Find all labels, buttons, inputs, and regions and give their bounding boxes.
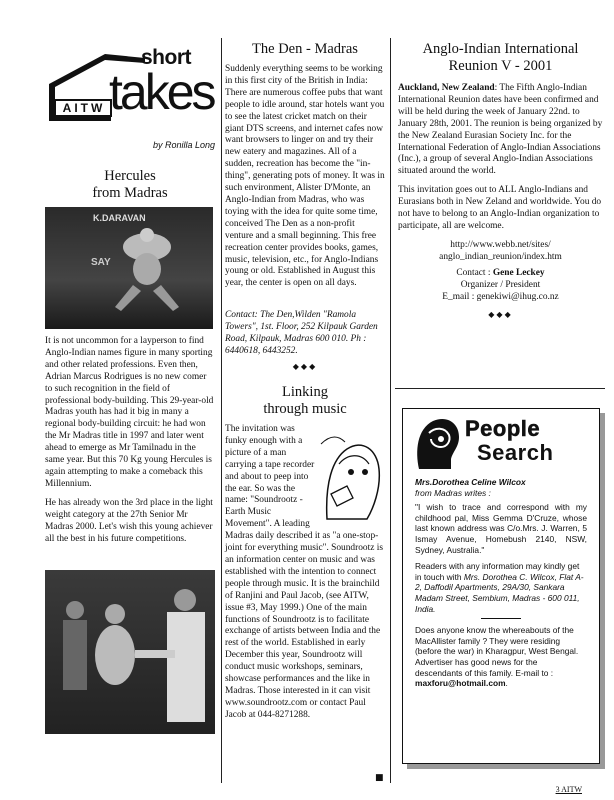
den-body: Suddenly everything seems to be working in this first city of the British in India: There are numerous coffee pubs that want people to idle around, star hotels want you to see the latest cricket match on their giant DTS screens, and internet cafes now want browsers to linger on and try their new eatery and magazines. All of a sudden, recreation has become the "in-thing", generating pots of money. It was in such environment, Alister D'Monte, an Anglo-Indian from Madras, who was toying with the idea for quite some time, conceived The Den as a non-profit venture and a small beginning. This free recreation center provides books, games, music, television, etc., for Anglo-Indians young or old. Established in August this year, the center is open on all days.: [225, 64, 385, 289]
logo-badge: AITW: [62, 101, 106, 115]
reunion-diamonds: ◆◆◆: [488, 310, 513, 320]
ps-quote: "I wish to trace and correspond with my childhood pal, Miss Gemma D'Cruze, whose last known address was C/o.Mrs. J. Warren, 5 Ismay Avenue, Homebush 2140, NSW, Sydney, Australia.": [415, 502, 587, 555]
hercules-title: [45, 168, 215, 202]
reunion-url-line2[interactable]: anglo_indian_reunion/index.htm: [439, 251, 562, 262]
linking-title-line2: through music: [263, 401, 347, 417]
people-search-header: [403, 409, 599, 475]
reunion-article: [398, 83, 603, 321]
den-contact: Contact: The Den,Wilden "Ramola Towers", 1st. Floor, 252 Kilpauk Garden Road, Kilpauk, Madras 600 010. Ph : 6440618, 6443252.: [225, 310, 378, 356]
contact-name: Gene Leckey: [492, 267, 545, 278]
award-scene-icon: [45, 570, 215, 734]
contact-role: Organizer / President: [460, 279, 541, 290]
reunion-contact-block: [398, 240, 603, 321]
column-rule-left: [221, 38, 222, 783]
reunion-title-line1: Anglo-Indian International: [422, 41, 579, 57]
hercules-title-line1: Hercules: [104, 168, 156, 184]
bodybuilder-photo-1: [45, 207, 213, 329]
reunion-para-1: [398, 83, 603, 178]
reunion-email[interactable]: E_mail : genekiwi@ihug.co.nz: [442, 291, 559, 302]
reunion-title: [398, 41, 603, 75]
photo1-caption: SAY: [91, 257, 111, 268]
award-ceremony-photo: [45, 570, 215, 734]
photo1-banner: K.DARAVAN: [93, 213, 146, 223]
people-search-box: [402, 408, 600, 764]
reunion-para-1-text: : The Fifth Anglo-Indian International Reunion dates have been confirmed and will be held during the week of January 22nd. to January 28th, 2001. The reunion is being organized by the New Zealand Eurasian Society Inc. for the International Federation of Anglo-Indian Associations (Inc.), a group of several Anglo-Indian Associations situated around the world.: [398, 83, 603, 177]
head-silhouette-icon: [411, 415, 463, 471]
short-takes-logo: [45, 44, 215, 124]
page-footer: 3 AITW: [555, 785, 582, 794]
linking-title-line1: Linking: [282, 384, 328, 400]
bodybuilder-figure-icon: [45, 207, 213, 329]
people-search-title-2: Search: [477, 440, 554, 465]
ps-divider: [481, 618, 521, 619]
hercules-title-line2: from Madras: [92, 185, 168, 201]
den-diamonds: ◆◆◆: [292, 362, 318, 371]
reunion-para-2: This invitation goes out to ALL Anglo-Indians and Eurasians both in New Zeland and worldwide. You do not have to belong to an Anglo-Indian organization to participate, all are welcome.: [398, 185, 602, 231]
ps-from-name: Mrs.Dorothea Celine Wilcox: [415, 477, 526, 487]
column3-separator: [395, 388, 605, 389]
linking-title: [225, 384, 385, 418]
contact-label: Contact :: [456, 267, 493, 278]
ps-from-loc: from Madras writes :: [415, 487, 491, 498]
hercules-article: [45, 336, 215, 552]
people-search-title-1: People: [465, 416, 541, 441]
ps-address: Mrs. Dorothea C. Wilcox, Flat A-2, Daffodil Apartments, 29A/30, Sankara Madam Street, Sembium, Madras - 600 011, India.: [415, 571, 584, 614]
logo-takes: takes: [109, 64, 214, 120]
ps-second-notice: [415, 625, 587, 689]
byline: by Ronilla Long: [152, 140, 215, 150]
linking-paragraph: The invitation was funky enough with a picture of a man carrying a tape recorder and about to peep into the ear. So was the name: "Soundrootz - Earth Music Movement". A leading Madras daily described it as "a one-stop-joint for everything music". Soundrootz is an information center on music and was established with the intention to connect people through music. It is the brainchild of Ranjini and Paul Jacob, (see AITW, issue #3, May 1999.) One of the main functions of Soundrootz is to facilitate exchange of artists between India and the rest of the world. Established in early December this year, Soundrootz will conduct music workshops, seminars, showcase performances and the like in Madras. Those interested in it can visit www.soundrootz.com or contact Paul Jacob at 044-8271288.: [225, 424, 383, 720]
ps-readers-text: Readers with any information may kindly get in touch with: [415, 561, 580, 582]
den-title: The Den - Madras: [252, 41, 358, 57]
ps-end: .: [505, 678, 508, 689]
logo-short: short: [141, 46, 191, 69]
linking-end-mark: ■: [375, 773, 384, 783]
reunion-url-line1[interactable]: http://www.webb.net/sites/: [450, 239, 551, 250]
hercules-para-1: It is not uncommon for a layperson to find Anglo-Indian names figure in many sporting and other related professions. Even then, Adrian Marcus Rodrigues is no new comer to such recognition in the field of professional body-building. This 29-year-old Madras youth has had it big in many a regional body-building circuit: he had won the Mr Madras title in 1997 and later went ahead to emerge as Mr Tamilnadu in the same year. But this 70 Kg young Hercules is again attempting to make a comeback this Millennium.: [45, 336, 214, 489]
reunion-dateline: Auckland, New Zealand: [398, 83, 495, 93]
column-rule-right: [390, 38, 391, 783]
ps-second-text: Does anyone know the whereabouts of the MacAllister family ? They were residing (before the war) in Kharagpur, West Bengal. Advertiser has good news for the descendants of this family. E-mail to :: [415, 625, 579, 678]
reunion-title-line2: Reunion V - 2001: [448, 58, 553, 74]
ps-email[interactable]: maxforu@hotmail.com: [415, 678, 506, 689]
ps-readers: [415, 561, 587, 614]
linking-body: [225, 424, 385, 722]
hercules-para-2: He has already won the 3rd place in the light weight category at the 27th Senior Mr Madras 2000. Let's wish this young achiever all the best in his future competitions.: [45, 497, 213, 544]
people-search-body: [403, 475, 599, 689]
reunion-contact: [398, 268, 603, 280]
